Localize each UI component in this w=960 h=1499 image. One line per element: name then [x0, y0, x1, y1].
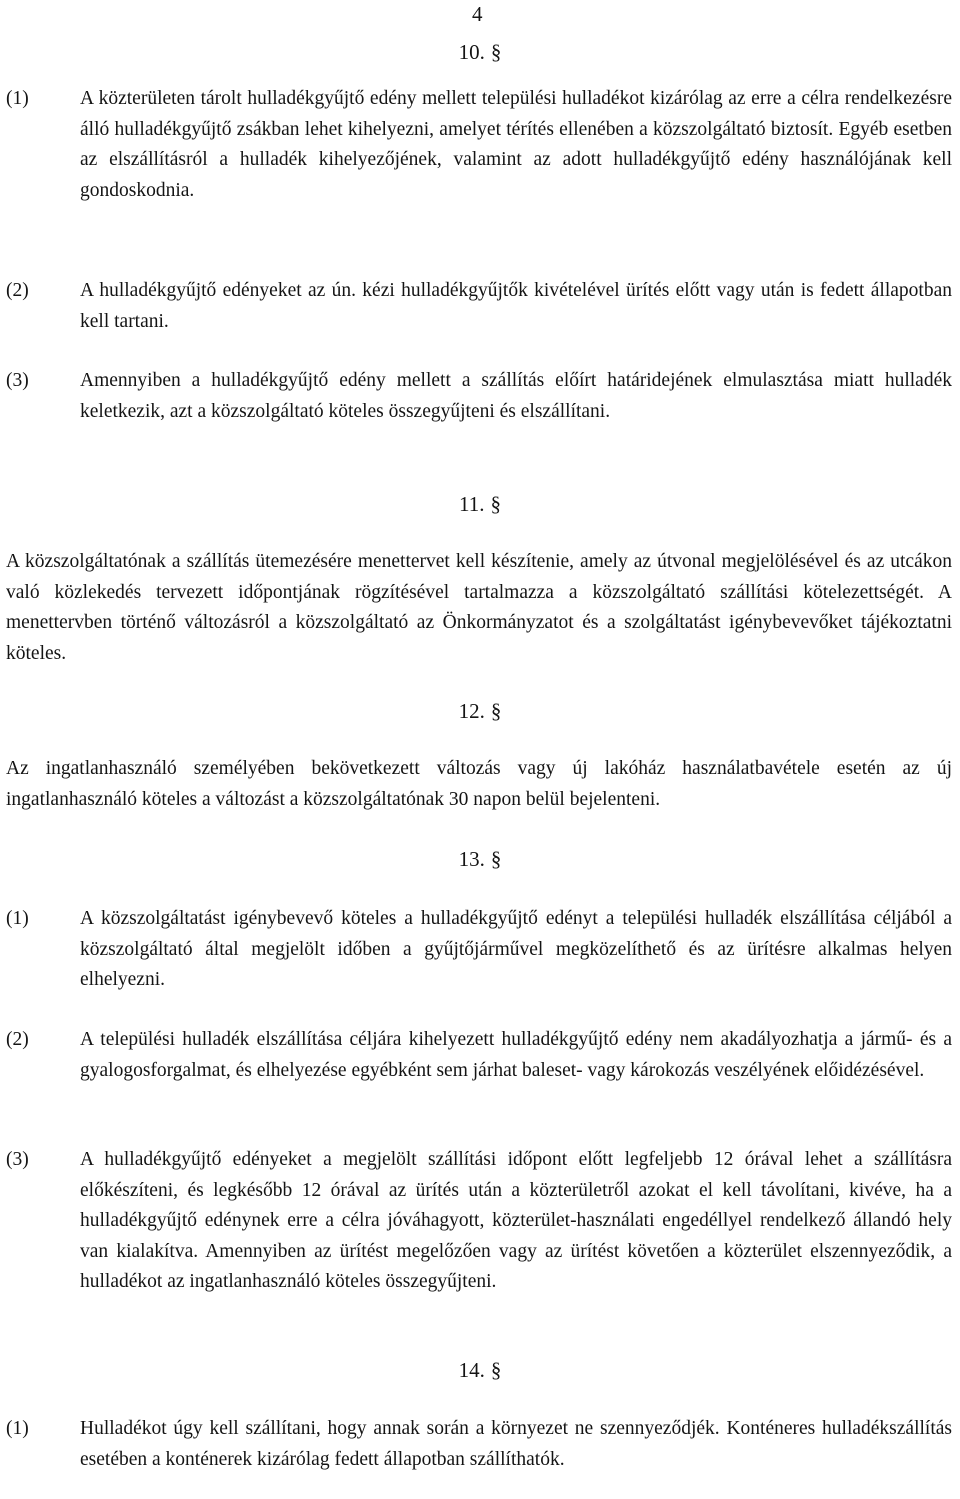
section-number: 11. [459, 492, 485, 516]
paragraph-text: A települési hulladék elszállítása céljára kihelyezett hulladékgyűjtő edény nem akadályozhatja a jármű- és a gyalogosforgalmat, és elhelyezése egyébként sem járhat baleset- vagy károkozás veszélyének előidézésével. [80, 1029, 952, 1081]
paragraph-text: A hulladékgyűjtő edényeket a megjelölt szállítási időpont előtt legfeljebb 12 órával lehet a szállításra előkészíteni, és legkésőbb 12 órával az ürítés után a közterületről azokat el kell távolítani, kivéve, ha a hulladékgyűjtő edénynek erre a célra jóváhagyott, közterület-használati engedéllyel rendelkező állandó hely van kialakítva. Amennyiben az ürítést megelőzően vagy az ürítést követően a közterület elszennyeződik, a hulladékot az ingatlanhasználó köteles összegyűjteni. [80, 1149, 952, 1292]
paragraph-label: (3) [6, 1149, 29, 1170]
paragraph-label: (1) [6, 908, 29, 929]
page-number: 4 [472, 2, 483, 26]
section-number: 14. [458, 1358, 485, 1382]
paragraph-label: (2) [6, 1029, 29, 1050]
paragraph-label: (1) [6, 88, 29, 109]
paragraph-text: Amennyiben a hulladékgyűjtő edény mellett a szállítás előírt határidejének elmulasztása miatt hulladék keletkezik, azt a közszolgáltató köteles összegyűjteni és elszállítani. [80, 370, 952, 422]
section-number: 12. [458, 699, 485, 723]
section-symbol: § [490, 492, 501, 516]
paragraph-label: (1) [6, 1418, 29, 1439]
section-12-text: Az ingatlanhasználó személyében bekövetkezett változás vagy új lakóház használatbavétele esetén az új ingatlanhasználó köteles a változást a közszolgáltatónak 30 napon belül bejelenteni. [6, 758, 952, 810]
section-symbol: § [490, 699, 502, 723]
section-symbol: § [490, 40, 502, 64]
paragraph-label: (3) [6, 370, 29, 391]
paragraph-text: A hulladékgyűjtő edényeket az ún. kézi hulladékgyűjtők kivételével ürítés előtt vagy után is fedett állapotban kell tartani. [80, 280, 952, 332]
section-number: 10. [458, 40, 485, 64]
section-number: 13. [458, 847, 485, 871]
section-heading-12 [0, 697, 960, 725]
section-heading-14 [0, 1356, 960, 1384]
section-heading-13 [0, 845, 960, 873]
paragraph-text: A közterületen tárolt hulladékgyűjtő edény mellett települési hulladékot kizárólag az erre a célra rendelkezésre álló hulladékgyűjtő zsákban lehet kihelyezni, amelyet térítés ellenében a közszolgáltató biztosít. Egyéb esetben az elszállításról a hulladék kihelyezőjének, valamint az adott hulladékgyűjtő edény használójának kell gondoskodnia. [80, 88, 952, 201]
section-heading-10 [0, 38, 960, 66]
paragraph-label: (2) [6, 280, 29, 301]
paragraph-text: Hulladékot úgy kell szállítani, hogy annak során a környezet ne szennyeződjék. Konténeres hulladékszállítás esetében a konténerek kizárólag fedett állapotban szállíthatók. [80, 1418, 952, 1470]
section-heading-11 [0, 490, 960, 518]
paragraph-text: A közszolgáltatást igénybevevő köteles a hulladékgyűjtő edényt a települési hulladék elszállítása céljából a közszolgáltató által megjelölt időben a gyűjtőjárművel megközelíthető és az ürítésre alkalmas helyen elhelyezni. [80, 908, 952, 990]
section-symbol: § [490, 1358, 502, 1382]
section-11-text: A közszolgáltatónak a szállítás ütemezésére menettervet kell készítenie, amely az útvonal megjelölésével és az utcákon való közlekedés tervezett időpontjának rögzítésével tartalmazza a közszolgáltató szállítási kötelezettségét. A menettervben történő változásról a közszolgáltató az Önkormányzatot és a szolgáltatást igénybevevőket tájékoztatni köteles. [6, 551, 952, 664]
section-symbol: § [490, 847, 502, 871]
